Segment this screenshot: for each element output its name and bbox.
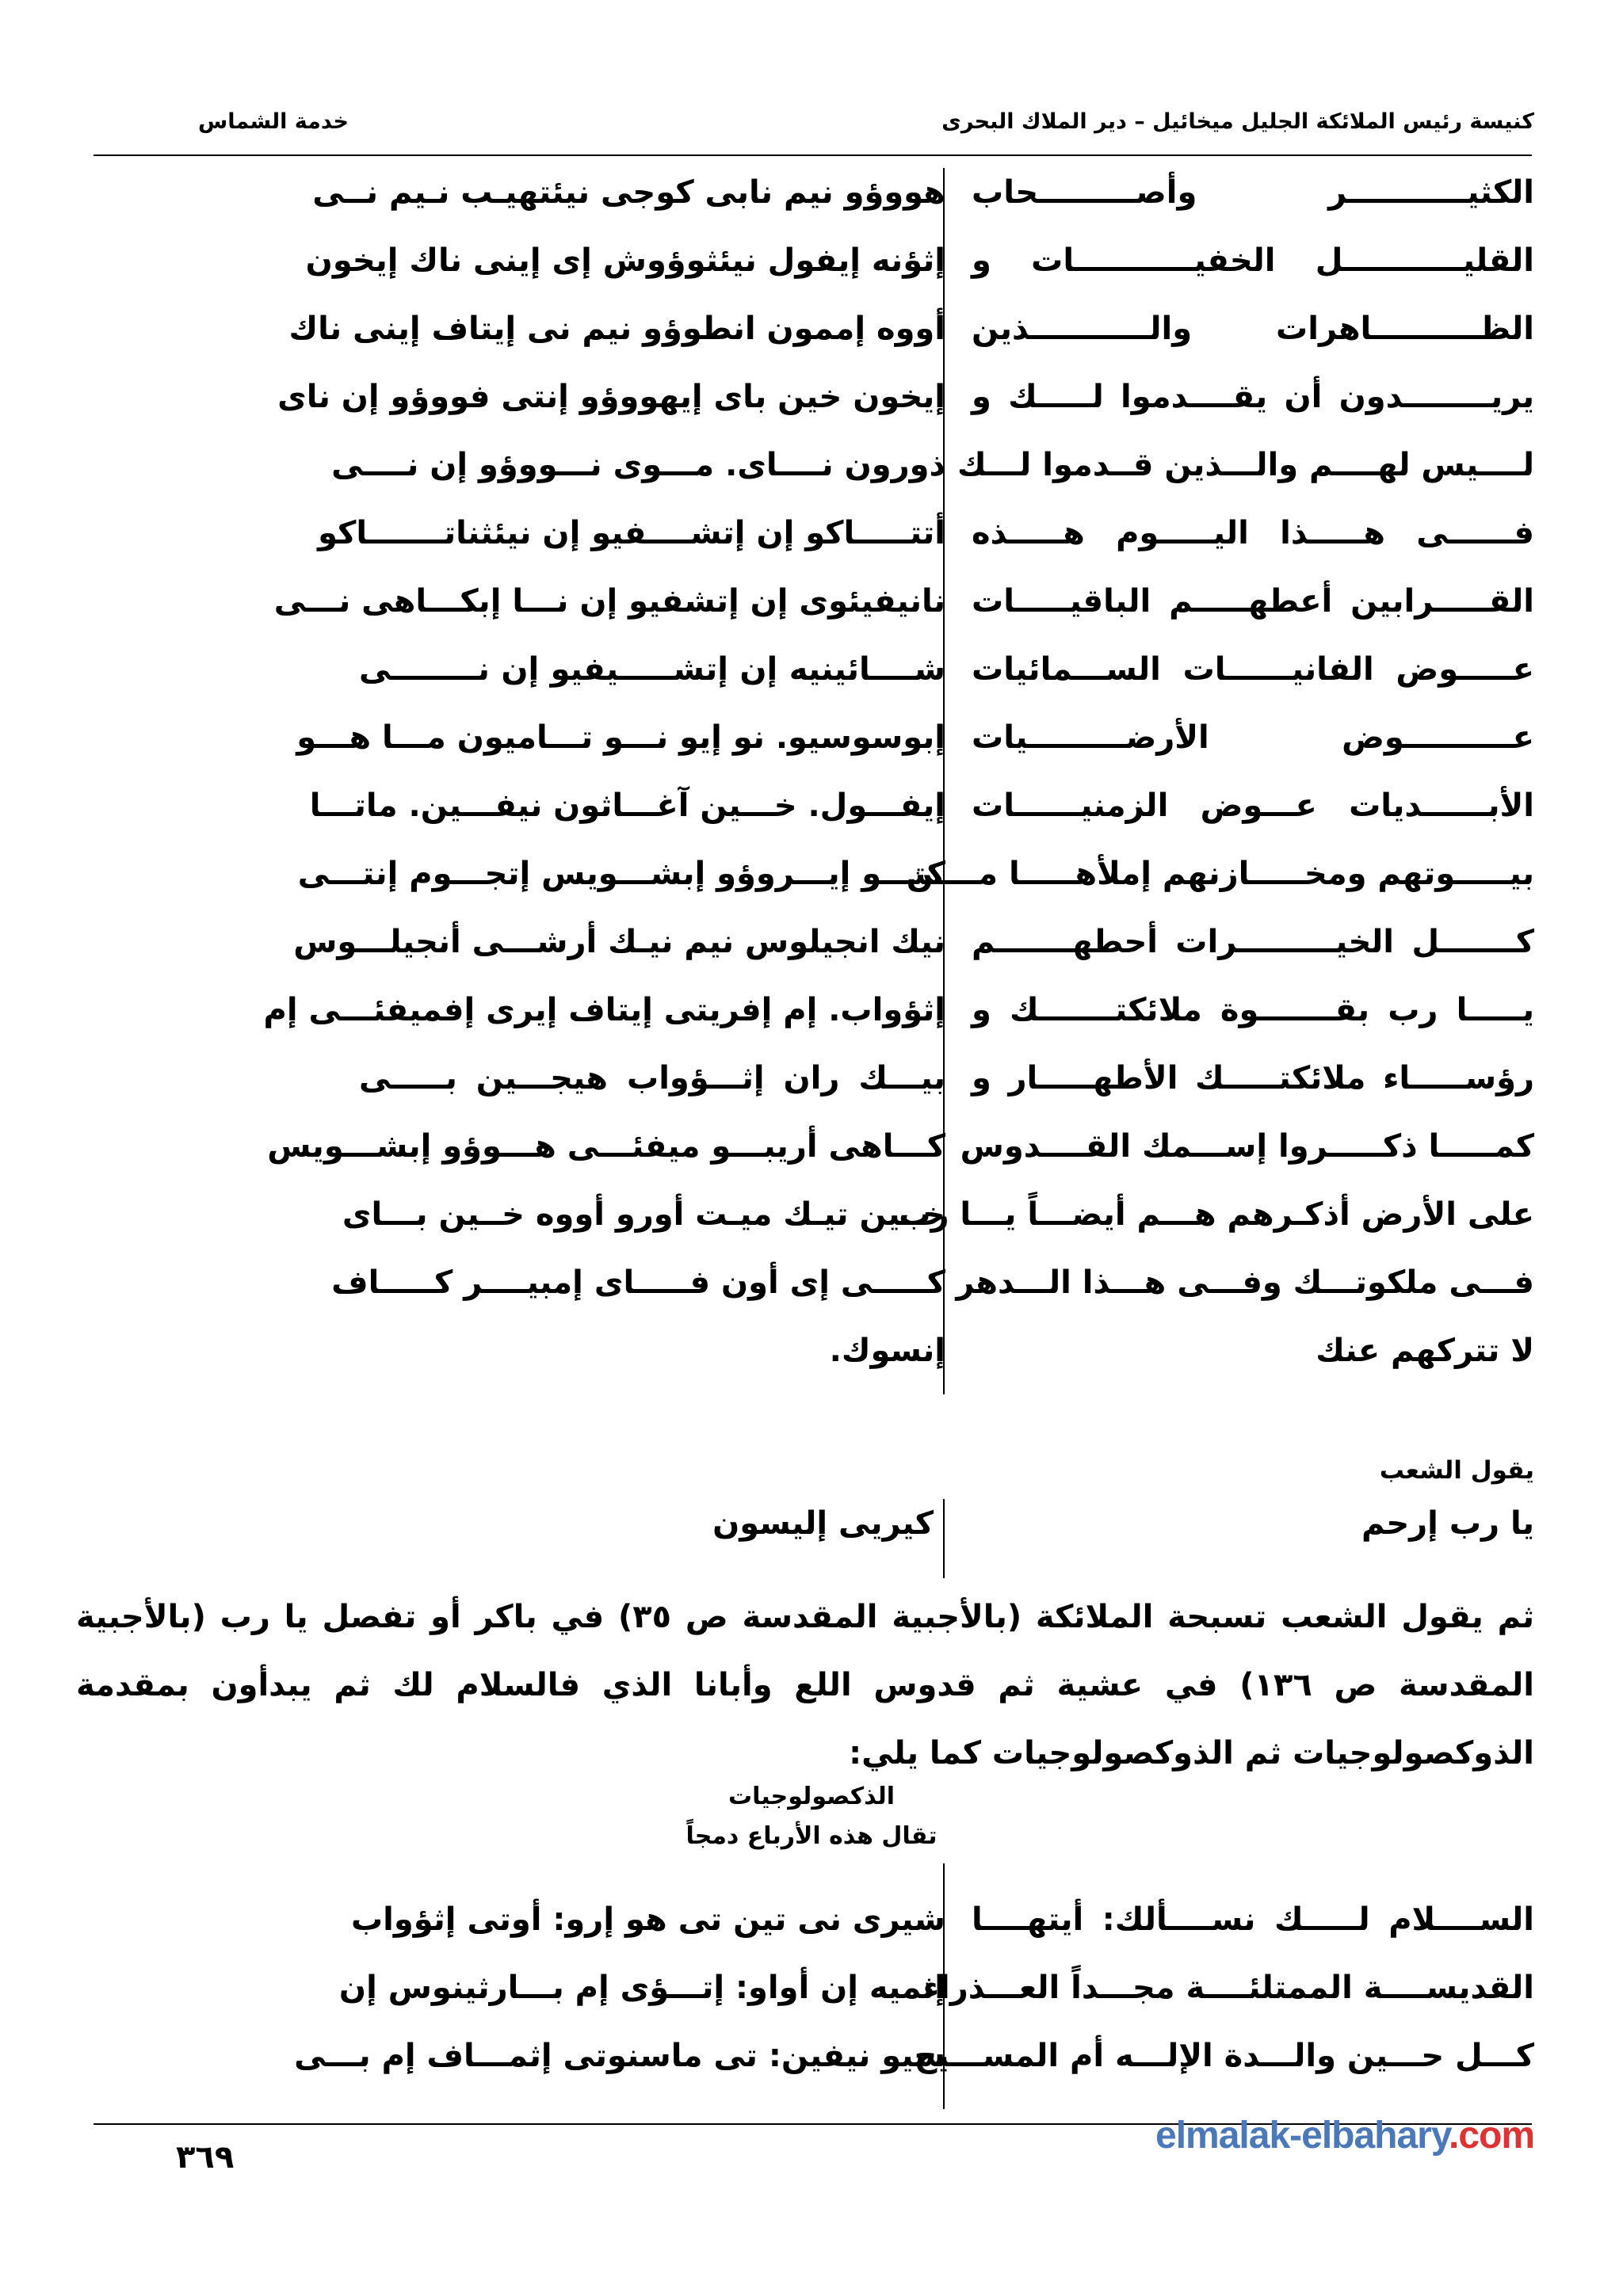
doxology-row-coptic: إثميه إن أواو: إتـــؤى إم بـــارثينوس إن: [338, 1970, 945, 2006]
hymn-row-coptic: إبوسوسيو. نو إيو نـــو تـــاميون مـــا هـــو: [296, 719, 945, 756]
page-number: ٣٦٩: [176, 2139, 235, 2176]
hymn-row-coptic: بيـــك ران إثـــؤواب هيجـــين بـــــى: [359, 1060, 945, 1097]
hymn-row-arabic: فـــى ملكوتـــك وفـــى هـــذا الـــدهر: [956, 1264, 1534, 1301]
hymn-row-arabic: بيـــــوتهم ومخـــــازنهم إملأهـــــا مــــن: [906, 856, 1534, 892]
hymn-row-coptic: هووؤو نيم نابى كوجى نيئتهيـب نـيم نــى: [312, 174, 945, 211]
hymn-row-arabic: رؤســـــاء ملائكتـــــك الأطهـــــار و: [972, 1060, 1534, 1097]
hymn-row-arabic: يريــــــــدون أن يقــــدموا لـــــك و: [972, 379, 1534, 415]
hymn-row-coptic: شــــائينيه إن إتشـــــيفيو إن نــــــــى: [359, 651, 945, 688]
hymn-row-arabic: الأبــــــديات عـــوض الزمنيــــــات: [972, 788, 1534, 824]
hymn-row-coptic: كتـــو إيـــروؤو إبشـــويس إتجـــوم إنتـــى: [297, 856, 945, 892]
header-church-title: كنيسة رئيس الملائكة الجليل ميخائيل – دير الملاك البحرى: [941, 109, 1534, 134]
hymn-row-arabic: على الأرض أذكـرهم هـــم أيضـــاً يـــا رب: [899, 1196, 1534, 1233]
watermark-suffix: .com: [1449, 2115, 1535, 2157]
response-coptic: كيريى إليسون: [712, 1505, 934, 1542]
hymn-row-coptic: إنسوك.: [829, 1333, 945, 1369]
header-rule: [94, 154, 1532, 156]
hymn-row-coptic: إيخون خين باى إيهووؤو إنتى فووؤو إن ناى: [277, 379, 945, 415]
hymn-row-coptic: إيفـــول. خـــين آغـــاثون نيفـــين. ماتـــا: [309, 788, 945, 824]
hymn-row-arabic: عـــــوض الفانيــــــات الســـمائيات: [972, 651, 1534, 688]
hymn-row-coptic: خــين تيـك ميـت أورو أووه خــين بـــاى: [342, 1196, 945, 1233]
doxology-row-coptic: سيو نيفين: تى ماسنوتى إثمـــاف إم بـــى: [294, 2038, 945, 2074]
response-arabic: يا رب إرحم: [1361, 1505, 1534, 1542]
watermark-text: elmalak-elbahary: [1155, 2115, 1449, 2157]
hymn-row-arabic: الظــــــــــاهرات والـــــــــــذين: [972, 311, 1534, 347]
hymn-row-arabic: عــــــــــوض الأرضـــــــــيات: [972, 719, 1534, 756]
hymn-row-coptic: نانيفيئوى إن إتشفيو إن نـــا إبكـــاهى نـــى: [273, 583, 945, 620]
hymn-row-coptic: نيك انجيلوس نيم نيـك أرشـــى أنجيلـــوس: [293, 924, 945, 960]
doxology-row-arabic: كـــل حـــين والـــدة الإلـــه أم المســـيح: [914, 2038, 1534, 2074]
watermark-logo: [1155, 2114, 1534, 2157]
header-deacon-title: خدمة الشماس: [198, 109, 349, 134]
doxology-row-coptic: شيرى نى تين تى هو إرو: أوتى إثؤواب: [350, 1901, 945, 1938]
hymn-row-arabic: يـــــا رب بقـــــــوة ملائكتـــــــك و: [972, 992, 1534, 1028]
hymn-row-arabic: لــــيس لهــــم والـــذين قــدموا لـــك: [957, 447, 1534, 483]
hymn-row-arabic: لا تتركهم عنك: [1316, 1333, 1534, 1369]
hymn-row-coptic: كـــــى إى أون فـــــاى إمبيــــر كـــــاف: [331, 1264, 945, 1301]
people-label: يقول الشعب: [1379, 1456, 1534, 1485]
hymn-row-coptic: أووه إممون انطوؤو نيم نى إيتاف إينى ناك: [288, 311, 945, 347]
hymn-row-coptic: إثؤنه إيفول نيئثوؤوش إى إينى ناك إيخون: [305, 242, 945, 279]
hymn-row-arabic: كـــــــل الخيـــــــــرات أحطهـــــــم: [972, 924, 1534, 960]
instruction-paragraph: ثم يقول الشعب تسبحة الملائكة (بالأجبية المقدسة ص ٣٥) في باكر أو تفصل يا رب (بالأجبية المقدسة ص ١٣٦) في عشية ثم قدوس اللع وأبانا الذي فالسلام لك ثم يبدأون بمقدمة الذوكصولوجيات ثم الذوكصولوجيات كما يلي:: [76, 1599, 1534, 1772]
hymn-row-coptic: إثؤواب. إم إفريتى إيتاف إيرى إفميفئـــى إم: [263, 992, 945, 1028]
hymn-row-arabic: فــــــى هـــــذا اليـــــوم هـــــذه: [972, 515, 1534, 551]
response-divider: [943, 1499, 945, 1578]
hymn-row-arabic: القليـــــــــــل الخفيـــــــــــات و: [972, 242, 1534, 279]
hymn-row-coptic: ذورون نــــاى. مـــوى نـــووؤو إن نــــى: [331, 447, 945, 483]
doxology-row-arabic: الســــلام لـــــك نســــألك: أيتهــــا: [972, 1901, 1534, 1938]
doxology-title: الذكصولوجيات: [727, 1783, 896, 1810]
hymn-row-arabic: القـــــرابين أعطهـــــم الباقيـــــات: [972, 583, 1534, 620]
hymn-row-arabic: الكثيـــــــــــر وأصـــــــــحاب: [972, 174, 1534, 211]
hymn-row-arabic: كمـــــا ذكـــــروا إســـمك القــــدوس: [960, 1128, 1534, 1165]
doxology-row-arabic: القديســــة الممتلئــــة مجـــداً العـــذراء: [922, 1970, 1534, 2006]
hymn-row-coptic: أتتـــــاكو إن إتشــــفيو إن نيئثناتـــــــاكو: [318, 515, 945, 551]
doxology-subtitle: تقال هذه الأرباع دمجاً: [685, 1822, 938, 1850]
hymn-row-coptic: كـــاهى أريبـــو ميفئـــى هـــوؤو إبشـــويس: [267, 1128, 945, 1165]
